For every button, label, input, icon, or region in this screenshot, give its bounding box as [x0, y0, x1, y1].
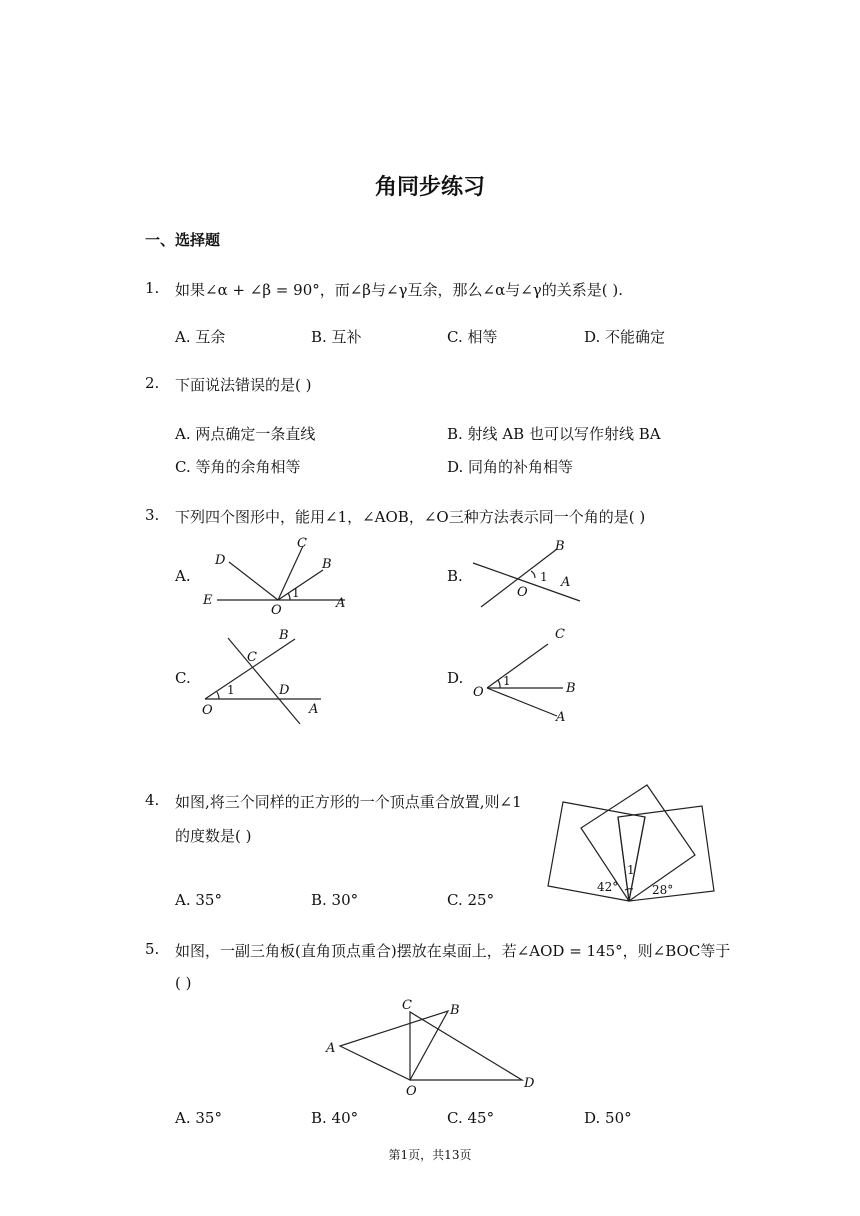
option-b: B. 30°	[311, 891, 359, 909]
label-c: C	[555, 627, 565, 642]
label-d: D	[215, 553, 226, 568]
option-a: A. 35°	[175, 891, 222, 909]
label-a: A	[561, 575, 571, 590]
figure-5	[320, 995, 545, 1100]
label-b: B	[555, 539, 565, 554]
question-text: 如果∠α + ∠β = 90°，而∠β与∠γ互余，那么∠α与∠γ的关系是( ).	[175, 281, 623, 299]
label-a: A	[556, 710, 566, 725]
label-d: D	[279, 683, 290, 698]
option-c: C. 25°	[447, 891, 495, 909]
label-28: 28°	[652, 883, 674, 897]
section-heading: 一、选择题	[145, 231, 221, 249]
label-o: O	[406, 1084, 417, 1099]
option-b: B. 射线 AB 也可以写作射线 BA	[447, 425, 661, 443]
question-text-line2: 的度数是( )	[175, 827, 252, 845]
label-c: C	[402, 998, 412, 1013]
label-angle-1: 1	[540, 570, 548, 584]
angle-arc	[531, 571, 535, 578]
figure-4	[545, 780, 720, 905]
label-angle-1: 1	[503, 674, 511, 688]
option-a: A.	[175, 567, 191, 585]
question-text-line1: 如图,将三个同样的正方形的一个顶点重合放置,则∠1	[175, 793, 522, 811]
angle-arc-1	[625, 889, 633, 890]
label-42: 42°	[597, 880, 619, 894]
angle-arc	[498, 680, 500, 688]
label-o: O	[202, 703, 213, 718]
label-b: B	[322, 557, 332, 572]
figure-3b	[465, 535, 590, 615]
triangle-cod	[410, 1012, 522, 1080]
figure-3c	[195, 622, 335, 727]
label-e: E	[203, 593, 213, 608]
option-b: B.	[447, 567, 463, 585]
option-d: D. 不能确定	[584, 328, 666, 346]
label-a: A	[326, 1041, 336, 1056]
question-number: 2.	[145, 374, 160, 392]
ray-oa	[487, 688, 557, 716]
option-a: A. 两点确定一条直线	[175, 425, 316, 443]
ray-od	[229, 562, 278, 600]
label-c: C	[247, 650, 257, 665]
label-c: C	[297, 536, 307, 551]
label-angle-1: 1	[627, 863, 635, 877]
option-c: C.	[175, 669, 191, 687]
question-text: 下列四个图形中，能用∠1，∠AOB，∠O三种方法表示同一个角的是( )	[175, 508, 646, 526]
option-b: B. 互补	[311, 328, 362, 346]
page-footer: 第1页，共13页	[388, 1148, 472, 1162]
option-c: C. 45°	[447, 1109, 495, 1127]
question-number: 4.	[145, 791, 160, 809]
line-cd	[228, 638, 300, 724]
label-b: B	[450, 1003, 460, 1018]
option-a: A. 35°	[175, 1109, 222, 1127]
question-text: 下面说法错误的是( )	[175, 376, 312, 394]
label-o: O	[473, 685, 484, 700]
label-a: A	[336, 596, 346, 611]
label-a: A	[309, 702, 319, 717]
option-d: D. 50°	[584, 1109, 632, 1127]
triangle-aob	[340, 1011, 448, 1080]
option-d: D. 同角的补角相等	[447, 458, 574, 476]
label-angle-1: 1	[227, 683, 235, 697]
ray-oc	[487, 644, 548, 688]
question-text-line2: ( )	[175, 974, 192, 992]
option-a: A. 互余	[175, 328, 226, 346]
label-o: O	[271, 603, 282, 618]
label-angle-1: 1	[292, 586, 300, 600]
label-b: B	[566, 681, 576, 696]
option-b: B. 40°	[311, 1109, 359, 1127]
question-number: 5.	[145, 940, 160, 958]
question-text-line1: 如图，一副三角板(直角顶点重合)摆放在桌面上，若∠AOD = 145°，则∠BOC等于	[175, 942, 731, 960]
question-number: 1.	[145, 279, 160, 297]
option-d: D.	[447, 669, 464, 687]
figure-3a	[195, 530, 365, 620]
label-o: O	[517, 585, 528, 600]
angle-arc	[217, 692, 219, 699]
angle-arc	[288, 593, 290, 600]
page-title: 角同步练习	[374, 174, 485, 200]
figure-3d	[470, 622, 590, 727]
option-c: C. 等角的余角相等	[175, 458, 301, 476]
label-b: B	[279, 628, 289, 643]
label-d: D	[524, 1076, 535, 1091]
ray-1	[618, 817, 629, 901]
option-c: C. 相等	[447, 328, 498, 346]
question-number: 3.	[145, 506, 160, 524]
